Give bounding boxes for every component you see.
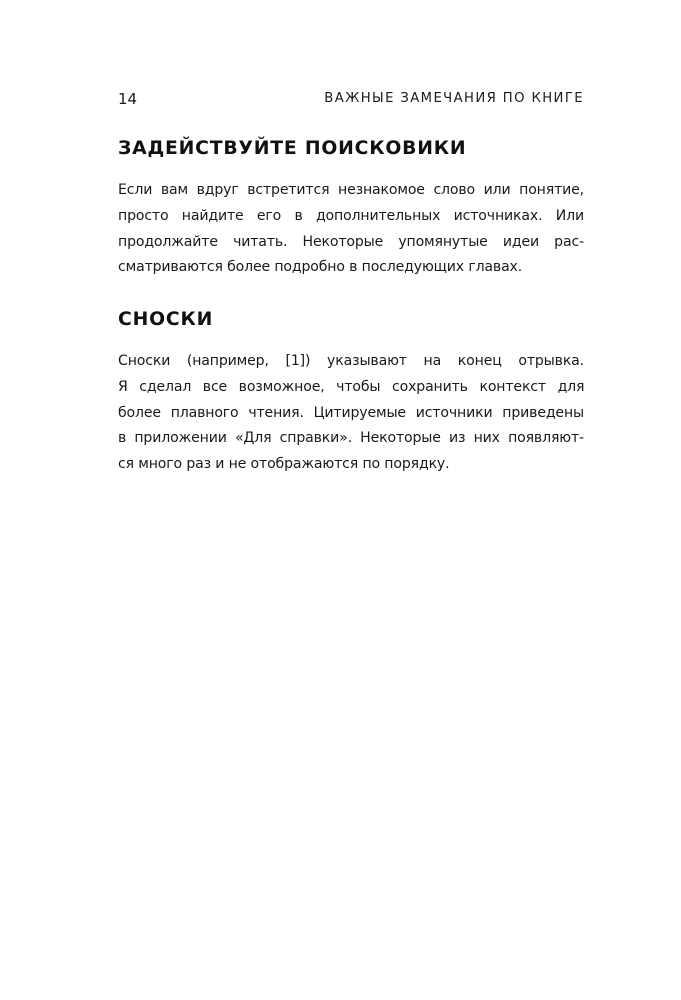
page-number: 14 bbox=[118, 90, 138, 108]
section-paragraph bbox=[118, 349, 584, 478]
section-heading: ЗАДЕЙСТВУЙТЕ ПОИСКОВИКИ bbox=[118, 138, 467, 159]
paragraph-line: более плавного чтения. Цитируемые источники приведены bbox=[118, 404, 584, 421]
section-footnotes bbox=[118, 306, 584, 478]
section-paragraph bbox=[118, 178, 584, 281]
paragraph-line: Я сделал все возможное, чтобы сохранить контекст для bbox=[118, 378, 585, 395]
page-header bbox=[118, 89, 584, 109]
paragraph-line: продолжайте читать. Некоторые упомянутые идеи рас- bbox=[118, 233, 584, 250]
paragraph-line: ся много раз и не отображаются по порядку. bbox=[118, 456, 450, 473]
paragraph-line: Сноски (например, [1]) указывают на конец отрывка. bbox=[118, 353, 584, 369]
paragraph-line: в приложении «Для справки». Некоторые из них появляют- bbox=[118, 430, 584, 447]
section-search-engines bbox=[118, 135, 584, 281]
section-heading: СНОСКИ bbox=[118, 309, 214, 330]
paragraph-line: сматриваются более подробно в последующих главах. bbox=[118, 259, 523, 276]
paragraph-line: Если вам вдруг встретится незнакомое слово или понятие, bbox=[118, 182, 584, 198]
paragraph-line: просто найдите его в дополнительных источниках. Или bbox=[118, 207, 584, 224]
running-title: ВАЖНЫЕ ЗАМЕЧАНИЯ ПО КНИГЕ bbox=[324, 91, 584, 106]
